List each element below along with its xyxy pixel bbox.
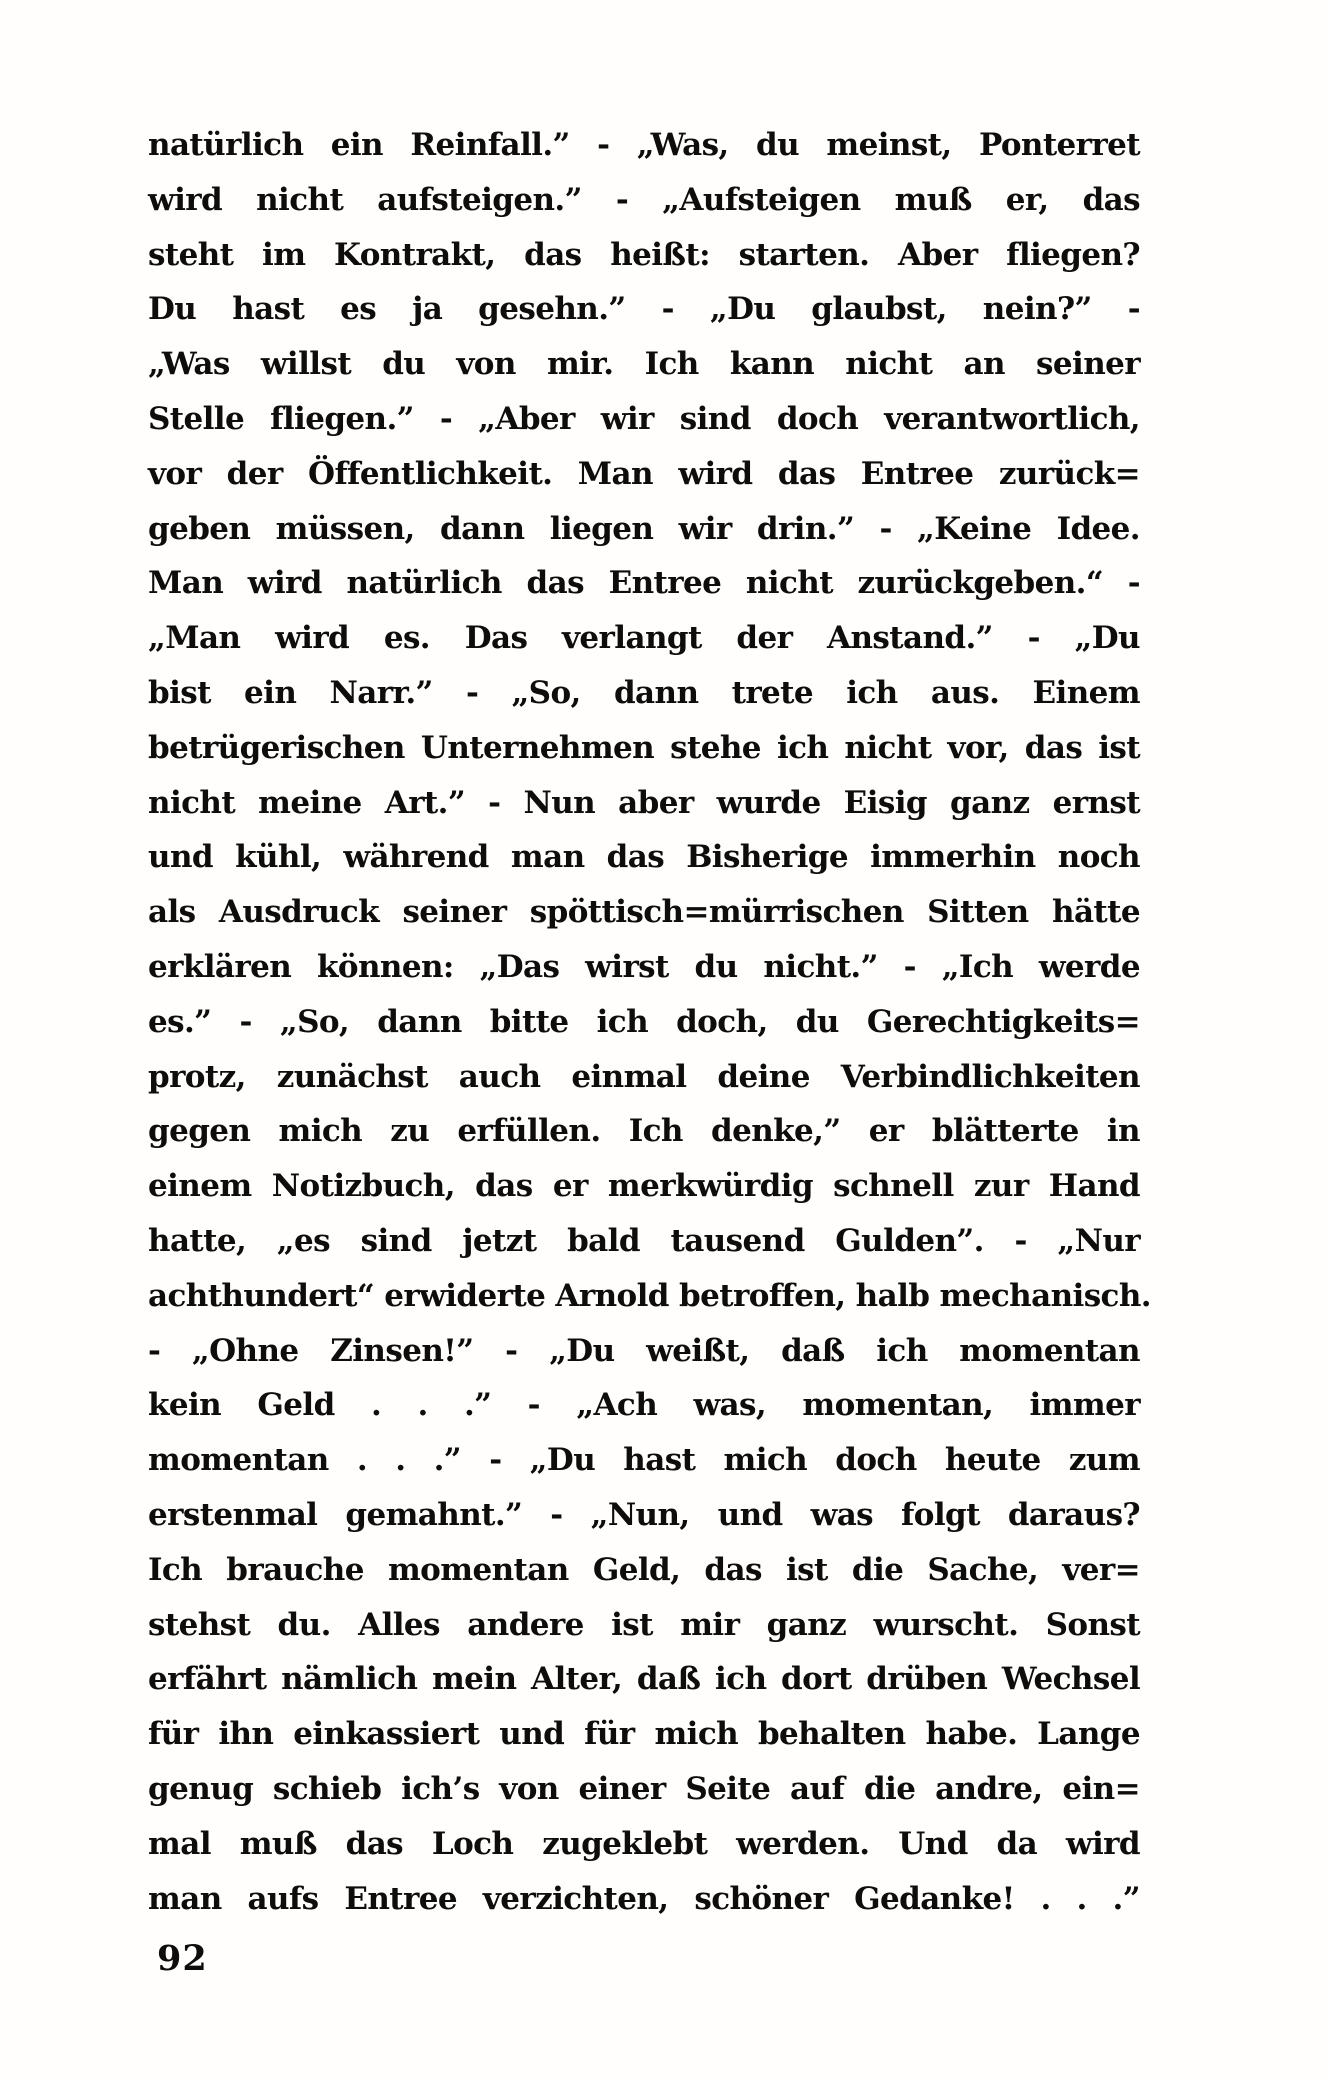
text-line: stehst du. Alles andere ist mir ganz wurscht. Sonst: [148, 1606, 1140, 1643]
text-line: wird nicht aufsteigen.” - „Aufsteigen muß er, das: [148, 181, 1140, 218]
text-line: kein Geld . . .” - „Ach was, momentan, immer: [148, 1387, 1140, 1424]
text-line: achthundert“ erwiderte Arnold betroffen, halb mechanisch.: [148, 1277, 1151, 1314]
text-line: Stelle fliegen.” - „Aber wir sind doch verantwortlich,: [148, 400, 1140, 437]
text-line: einem Notizbuch, das er merkwürdig schnell zur Hand: [148, 1168, 1140, 1205]
text-line: geben müssen, dann liegen wir drin.” - „Keine Idee.: [148, 510, 1140, 547]
text-line: protz, zunächst auch einmal deine Verbindlichkeiten: [148, 1058, 1140, 1095]
text-line: vor der Öffentlichkeit. Man wird das Entree zurück=: [148, 455, 1140, 492]
text-line: „Man wird es. Das verlangt der Anstand.” - „Du: [148, 620, 1140, 657]
page-number: 92: [157, 1938, 208, 1979]
text-line: für ihn einkassiert und für mich behalten habe. Lange: [148, 1716, 1140, 1753]
text-line: Du hast es ja gesehn.” - „Du glaubst, nein?” -: [148, 291, 1140, 328]
text-line: Man wird natürlich das Entree nicht zurückgeben.“ -: [148, 565, 1140, 602]
text-line: natürlich ein Reinfall.” - „Was, du meinst, Ponterret: [148, 127, 1140, 163]
text-line: und kühl, während man das Bisherige immerhin noch: [148, 839, 1140, 876]
text-line: „Was willst du von mir. Ich kann nicht an seiner: [148, 346, 1140, 383]
text-line: erstenmal gemahnt.” - „Nun, und was folgt daraus?: [148, 1496, 1140, 1533]
text-line: Ich brauche momentan Geld, das ist die Sache, ver=: [148, 1551, 1140, 1588]
text-line: erklären können: „Das wirst du nicht.” - „Ich werde: [148, 948, 1140, 985]
text-line: man aufs Entree verzichten, schöner Gedanke! . . .”: [148, 1880, 1140, 1917]
text-line: hatte, „es sind jetzt bald tausend Gulden”. - „Nur: [148, 1222, 1140, 1259]
text-line: als Ausdruck seiner spöttisch=mürrischen Sitten hätte: [148, 894, 1140, 931]
text-line: genug schieb ich’s von einer Seite auf die andre, ein=: [148, 1770, 1140, 1807]
text-line: nicht meine Art.” - Nun aber wurde Eisig ganz ernst: [148, 784, 1140, 821]
text-line: - „Ohne Zinsen!” - „Du weißt, daß ich momentan: [148, 1332, 1140, 1369]
text-line: mal muß das Loch zugeklebt werden. Und da wird: [148, 1825, 1140, 1862]
text-line: erfährt nämlich mein Alter, daß ich dort drüben Wechsel: [148, 1661, 1140, 1698]
text-line: es.” - „So, dann bitte ich doch, du Gerechtigkeits=: [148, 1003, 1140, 1040]
text-line: betrügerischen Unternehmen stehe ich nicht vor, das ist: [148, 729, 1140, 766]
text-line: steht im Kontrakt, das heißt: starten. Aber fliegen?: [148, 236, 1140, 273]
text-line: bist ein Narr.” - „So, dann trete ich aus. Einem: [148, 674, 1140, 711]
text-line: gegen mich zu erfüllen. Ich denke,” er blätterte in: [148, 1113, 1140, 1150]
text-line: momentan . . .” - „Du hast mich doch heute zum: [148, 1442, 1140, 1479]
body-text: [148, 118, 1151, 1926]
